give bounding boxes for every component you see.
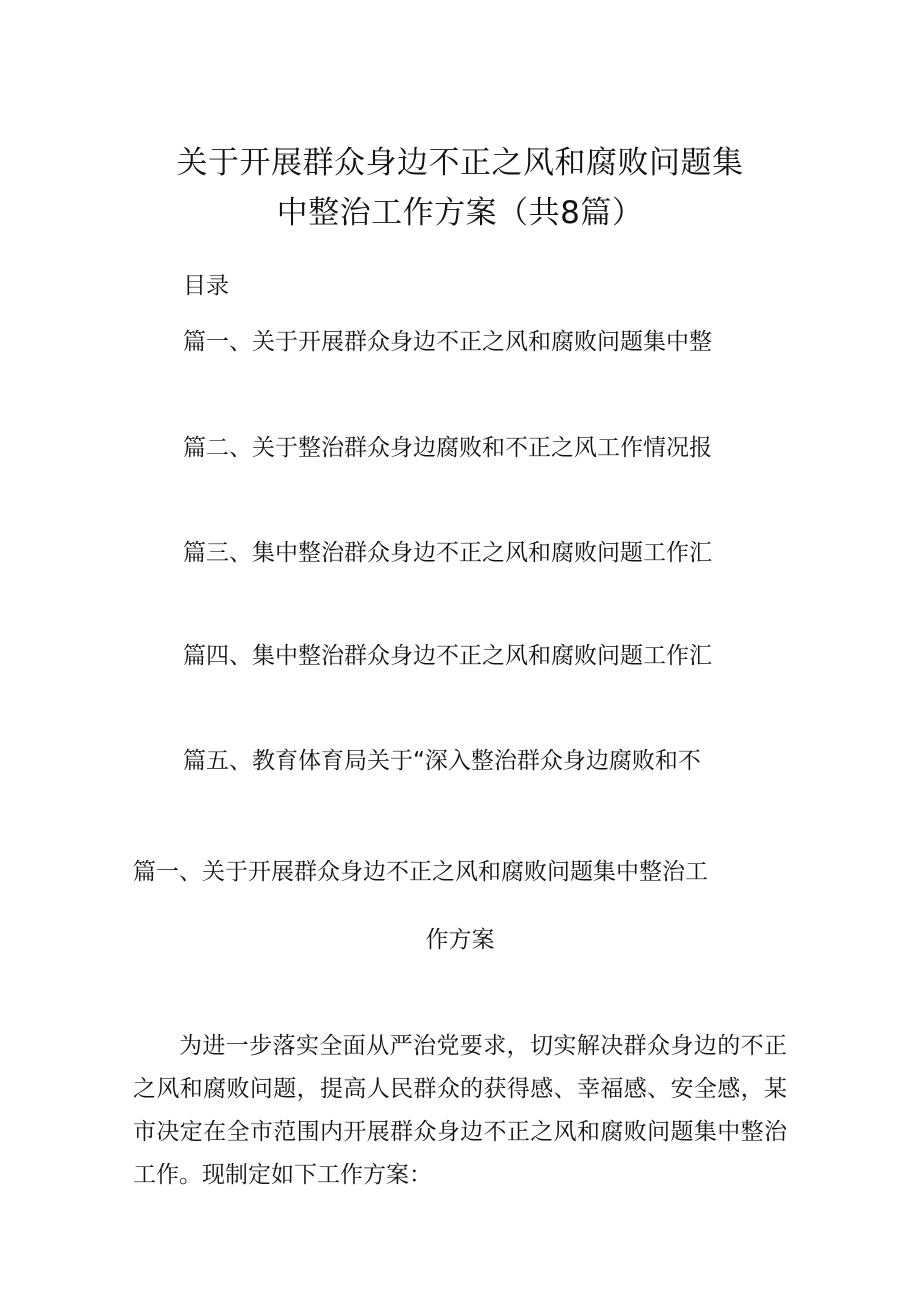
- toc-item-5[interactable]: 篇五、教育体育局关于“深入整治群众身边腐败和不: [183, 748, 701, 774]
- section-title-line-2: 作方案: [425, 927, 495, 953]
- toc-heading: 目录: [183, 273, 229, 299]
- document-title: [130, 138, 790, 238]
- title-line-1: 关于开展群众身边不正之风和腐败问题集: [176, 145, 744, 181]
- toc-item-2[interactable]: 篇二、关于整治群众身边腐败和不正之风工作情况报: [183, 435, 712, 461]
- body-paragraph: 为进一步落实全面从严治党要求，切实解决群众身边的不正之风和腐败问题，提高人民群众的获得感、幸福感、安全感，某市决定在全市范围内开展群众身边不正之风和腐败问题集中整治工作。现制定如下工作方案：: [133, 1033, 787, 1188]
- section-title-line-1: 篇一、关于开展群众身边不正之风和腐败问题集中整治工: [133, 859, 708, 885]
- title-line-2: 中整治工作方案（共8篇）: [276, 195, 644, 231]
- toc-item-3[interactable]: 篇三、集中整治群众身边不正之风和腐败问题工作汇: [183, 540, 712, 566]
- toc-item-1[interactable]: 篇一、关于开展群众身边不正之风和腐败问题集中整: [183, 329, 712, 355]
- toc-item-4[interactable]: 篇四、集中整治群众身边不正之风和腐败问题工作汇: [183, 643, 712, 669]
